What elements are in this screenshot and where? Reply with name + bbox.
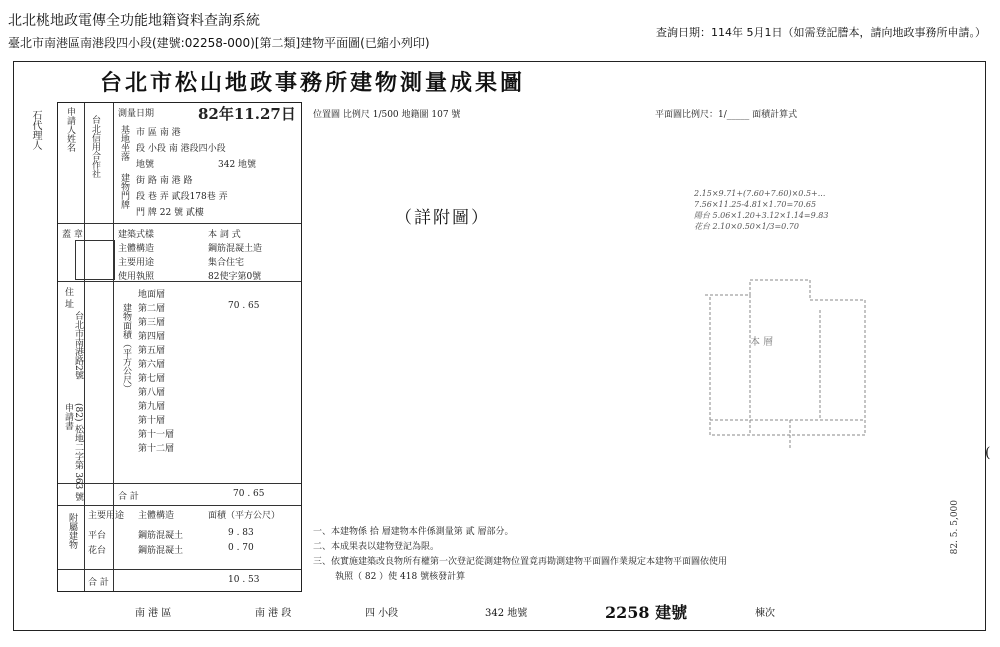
permit: 82使字第0號 <box>208 272 262 282</box>
address-label: 建物門牌 <box>119 173 129 209</box>
footer-lot: 342 地號 <box>485 608 528 619</box>
survey-date: 82年11.27日 <box>198 105 296 123</box>
annex-row-1-area: 9 . 83 <box>228 528 254 538</box>
note-4: 執照（ 82 ）使 418 號核發計算 <box>335 572 466 582</box>
annex-total: 10 . 53 <box>228 575 260 585</box>
floor-plan-drawing <box>690 270 875 455</box>
structure: 鋼筋混凝土造 <box>208 244 263 254</box>
note-3: 三、依實施建築改良物所有權第一次登記從測建物位置竟再勘測建物平面圖作業規定本建物平面圖依使用 <box>313 557 728 567</box>
plan-scale: 平面圖比例尺：1/_____ 面積計算式 <box>655 110 798 120</box>
footer-district: 南 港 區 <box>135 608 172 619</box>
calc-line: 2.15×9.71+(7.60+7.60)×0.5+... <box>694 189 826 198</box>
annex-row-2-use: 花台 <box>88 546 107 556</box>
floor-area-label: 建物面積（平方公尺） <box>121 303 131 393</box>
lot-label: 地號 <box>136 160 155 170</box>
query-date: 查詢日期：114年 5月1日（如需登記謄本，請向地政事務所申請。） <box>656 26 986 39</box>
seal-label: 蓋 章 <box>62 230 83 240</box>
permit-label: 使用執照 <box>118 272 155 282</box>
applicant-code-label: 申請書 <box>63 403 73 430</box>
applicant-addr-label: 住 址 <box>63 287 73 308</box>
lane: 段 巷 弄 貳段178巷 弄 <box>136 192 228 202</box>
annex-row-1-use: 平台 <box>88 531 107 541</box>
footer-building-no: 2258 建號 <box>605 603 688 622</box>
floor-area: 70 . 65 <box>228 301 260 311</box>
notes <box>313 525 727 585</box>
footer-line <box>55 604 895 624</box>
annex-row-2-area: 0 . 70 <box>228 543 254 553</box>
see-attached: （詳附圖） <box>395 208 490 228</box>
total-label: 合 計 <box>118 492 139 502</box>
location-scale: 位置圖 比例尺 1/500 地籍圖 107 號 <box>313 110 461 120</box>
calc-line: 花台 2.10×0.50×1/3=0.70 <box>694 222 799 231</box>
floor-label: 第九層 <box>138 402 166 412</box>
floor-label: 第十一層 <box>138 430 175 440</box>
side-date: 82. 5. 5,000 <box>950 500 960 555</box>
structure-label: 主體構造 <box>118 244 155 254</box>
floor-label: 地面層 <box>138 290 166 300</box>
annex-total-label: 合 計 <box>88 578 109 588</box>
page-header <box>8 6 992 56</box>
city-district: 市 區 南 港 <box>136 128 181 138</box>
applicant-label: 申請人姓名 <box>65 107 75 152</box>
area-calculation <box>694 188 828 232</box>
note-2: 二、本成果表以建物登記為限。 <box>313 542 440 552</box>
edge-mark: ( <box>985 445 991 461</box>
annex-row-1-structure: 鋼筋混凝土 <box>138 531 184 541</box>
applicant-name: 台北信用合作社 <box>90 115 100 178</box>
floor-label: 第十二層 <box>138 444 175 454</box>
footer-remark: 棟次 <box>755 608 775 619</box>
annex-label: 附屬建物 <box>67 513 77 549</box>
main-use: 集合住宅 <box>208 258 245 268</box>
seal-box <box>75 240 115 280</box>
annex-col-area: 面積（平方公尺） <box>208 511 281 521</box>
main-use-label: 主要用途 <box>118 258 155 268</box>
survey-date-label: 測量日期 <box>118 109 155 119</box>
district-label: 基地坐落 <box>119 125 129 161</box>
document-title: 台北市松山地政事務所建物測量成果圖 <box>100 70 526 96</box>
annex-row-2-structure: 鋼筋混凝土 <box>138 546 184 556</box>
floor-label: 第二層 <box>138 304 166 314</box>
calc-line: 7.56×11.25-4.81×1.70=70.65 <box>694 200 817 209</box>
floor-label: 第三層 <box>138 318 166 328</box>
section: 段 小段 南 港段四小段 <box>136 144 226 154</box>
lot-no: 342 地號 <box>218 160 257 170</box>
floor-label: 第五層 <box>138 346 166 356</box>
footer-section: 南 港 段 <box>255 608 292 619</box>
property-form <box>57 102 302 592</box>
gate-no: 門 牌 22 號 貳樓 <box>136 208 204 218</box>
footer-subsection: 四 小段 <box>365 608 399 619</box>
plan-room-label: 本 層 <box>750 337 774 348</box>
annex-col-structure: 主體構造 <box>138 511 175 521</box>
agent-side-label: 石代理人 <box>30 110 41 150</box>
note-1: 一、本建物係 拾 層建物本件係測量第 貳 層部分。 <box>313 527 514 537</box>
applicant-addr: 台北市南港路2號 <box>73 311 83 380</box>
building-type-label: 建築式樣 <box>118 230 155 240</box>
calc-line: 陽台 5.06×1.20+3.12×1.14=9.83 <box>694 211 829 220</box>
total-area: 70 . 65 <box>233 489 265 499</box>
floor-label: 第十層 <box>138 416 166 426</box>
floor-label: 第七層 <box>138 374 166 384</box>
floor-label: 第八層 <box>138 388 166 398</box>
record-line: 臺北市南港區南港段四小段(建號:02258-000)[第二類]建物平面圖(已縮小列印) <box>8 36 430 50</box>
floor-label: 第六層 <box>138 360 166 370</box>
building-type: 本 詞 式 <box>208 230 241 240</box>
floor-label: 第四層 <box>138 332 166 342</box>
system-title: 北北桃地政電傳全功能地籍資料查詢系統 <box>8 13 260 29</box>
annex-col-use: 主要用途 <box>88 511 125 521</box>
applicant-code: (82) 松地二字第 363 號 <box>73 403 83 502</box>
street: 街 路 南 港 路 <box>136 176 193 186</box>
